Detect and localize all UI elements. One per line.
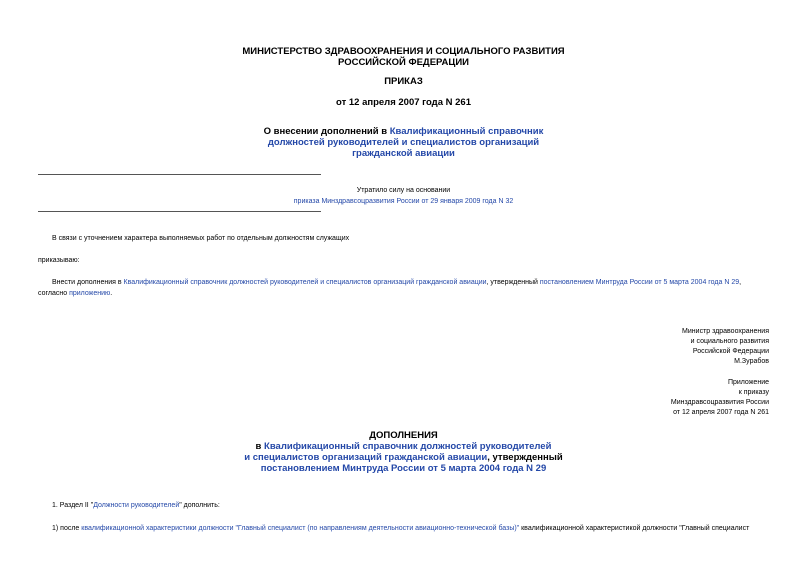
status-link[interactable]: приказа Минздравсоцразвития России от 29 января 2009 года N 32 (293, 198, 514, 205)
status-link-row (0, 197, 807, 206)
paragraph-3-line-1 (52, 278, 741, 288)
item1-text-b: " дополнить: (179, 502, 220, 509)
signature-block (682, 327, 769, 367)
additions-link-handbook[interactable]: Квалификационный справочник должностей руководителей (264, 441, 552, 452)
paragraph-1: В связи с уточнением характера выполняемых работ по отдельным должностям служащих (52, 235, 350, 242)
additions-link-resolution[interactable]: постановлением Минтруда России от 5 марта 2004 года N 29 (260, 463, 547, 474)
additions-prefix: в (255, 441, 265, 452)
item1-text-a: 1. Раздел II " (52, 502, 94, 509)
additions-title: ДОПОЛНЕНИЯ (369, 430, 438, 441)
doc-title-line-1 (0, 126, 807, 137)
appendix-ref-line-2: к приказу (738, 389, 769, 396)
paragraph-3-line-2 (38, 289, 112, 299)
item2-text-a: 1) после (52, 525, 82, 532)
title-link-line-2[interactable]: должностей руководителей и специалистов организаций (267, 137, 540, 148)
appendix-ref-line-1: Приложение (727, 379, 769, 386)
appendix-ref-line-4: от 12 апреля 2007 года N 261 (673, 409, 769, 416)
doc-title-prefix: О внесении дополнений в (263, 126, 390, 137)
divider-bottom (38, 211, 321, 212)
title-link-line-3[interactable]: гражданской авиации (352, 148, 455, 159)
ministry-line-2: РОССИЙСКОЙ ФЕДЕРАЦИИ (337, 57, 469, 68)
item2-text-b: квалификационной характеристикой должности "Главный специалист (519, 525, 750, 532)
para3-text-b: , утвержденный (486, 279, 540, 286)
divider-top (38, 174, 321, 175)
doc-title-line-3 (0, 148, 807, 159)
title-link-line-1[interactable]: Квалификационный справочник (389, 126, 544, 137)
para3-link-handbook[interactable]: Квалификационный справочник должностей руководителей и специалистов организаций гражданской авиации (123, 279, 487, 286)
para3-text-a: Внести дополнения в (52, 279, 124, 286)
additions-line-2 (0, 452, 807, 463)
para3-link-appendix[interactable]: приложению (69, 290, 111, 297)
item1-link[interactable]: Должности руководителей (93, 502, 180, 509)
doc-type: ПРИКАЗ (384, 76, 423, 87)
signature-name: М.Зурабов (734, 358, 769, 365)
additions-line-1 (0, 441, 807, 452)
item2-link[interactable]: квалификационной характеристики должности "Главный специалист (по направлениям деятельности авиационно-технической базы)" (81, 525, 520, 532)
appendix-ref-block (671, 378, 769, 418)
doc-date-number: от 12 апреля 2007 года N 261 (336, 97, 471, 108)
doc-title-line-2 (0, 137, 807, 148)
additions-link-orgs[interactable]: и специалистов организаций гражданской авиации (244, 452, 488, 463)
item-2 (52, 524, 768, 534)
paragraph-2: приказываю: (38, 257, 80, 264)
additions-line-3 (0, 463, 807, 474)
ministry-line-1: МИНИСТЕРСТВО ЗДРАВООХРАНЕНИЯ И СОЦИАЛЬНОГО РАЗВИТИЯ (242, 46, 565, 57)
para3-text-c: , (739, 279, 742, 286)
additions-suffix: , утвержденный (487, 452, 563, 463)
para3-text-e: . (110, 290, 113, 297)
item-1 (52, 501, 220, 511)
signature-line-1: Министр здравоохранения (682, 328, 769, 335)
appendix-ref-line-3: Минздравсоцразвития России (670, 399, 769, 406)
para3-link-resolution[interactable]: постановлением Минтруда России от 5 марта 2004 года N 29 (539, 279, 740, 286)
status-line: Утратило силу на основании (356, 187, 451, 194)
signature-line-3: Российской Федерации (692, 348, 769, 355)
para3-text-d: согласно (38, 290, 70, 297)
signature-line-2: и социального развития (690, 338, 769, 345)
